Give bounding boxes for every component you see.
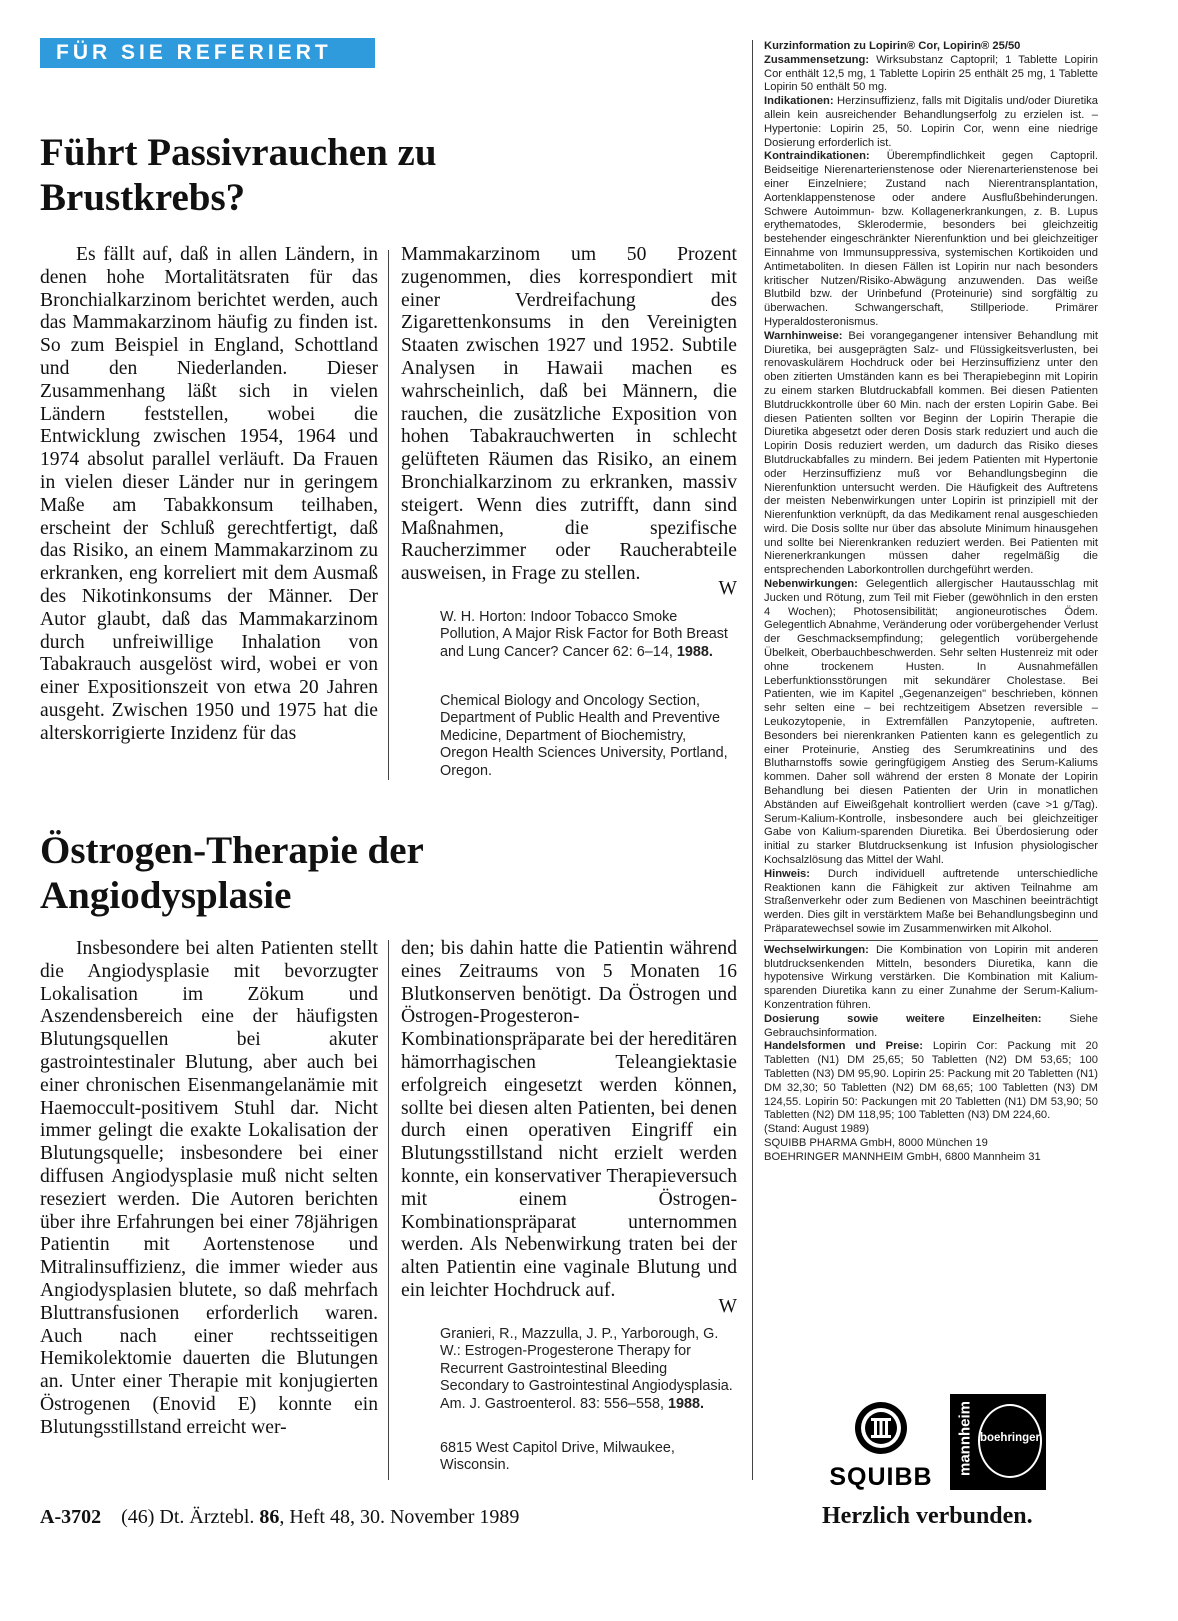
boehringer-wordmark: boehringer	[979, 1432, 1041, 1444]
section-tag: FÜR SIE REFERIERT	[40, 38, 375, 68]
ad-tagline: Herzlich verbunden.	[822, 1503, 1033, 1529]
boehringer-logo	[950, 1394, 1046, 1490]
mannheim-wordmark: mannheim	[956, 1401, 974, 1477]
article2-column1: Insbesondere bei alten Patienten stellt die Angiodysplasie mit bevorzugter Lokalisation im Zökum und Aszendensbereich eine der häufigsten Blutungsquellen bei akuter gastrointestinaler Blutung, aber auch bei einer chronischen Eisenmangelanämie mit Haemoccult-positivem Stuhl dar. Nicht immer gelingt die exakte Lokalisation der Blutungsquelle; insbesondere bei einer diffusen Angiodysplasie muß nicht selten reseziert werden. Die Autoren berichten über ihre Erfahrungen bei einer 78jährigen Patientin mit Aortenstenose und Mitralinsuffizienz, die immer wieder aus Angiodysplasien blutete, so daß mehrfach Bluttransfusionen erforderlich waren. Auch nach einer rechtsseitigen Hemikolektomie dauerten die Blutungen an. Unter einer Therapie mit konjugierten Östrogenen (Enovid E) konnte ein Blutungsstillstand erreicht wer-	[40, 938, 378, 1438]
sidebar-text: Überempfindlichkeit gegen Captopril. Beidseitige Nierenarterienstenose oder Nierenarterienstenose bei einer Einzelniere; Zustand nach Nierentransplantation, Aortenklappenstenose oder andere Ausflußbehinderungen. Schwere Autoimmun- bzw. Kollagenerkrankungen, z. B. Lupus erythematodes, Sklerodermie, besonders bei gleichzeitig bestehender eingeschränkter Nierenfunktion und bei gleichzeitiger Einnahme von Immunsuppressiva, systemischen Kortikoiden und Antimetaboliten. In diesen Fällen ist Lopirin nur nach besonders kritischer Nutzen/Risiko-Abwägung anzuwenden. Das weiße Blutbild bzw. der Urinbefund (Proteinurie) sind sorgfältig zu überwachen. Schwangerschaft, Stillperiode. Primärer Hyperaldosteronismus.	[764, 150, 1098, 328]
journal-citation: (46) Dt. Ärztebl.	[121, 1506, 255, 1528]
article2-signature: W	[718, 1296, 737, 1317]
sidebar-text: Gelegentlich allergischer Hautausschlag mit Jucken und Rötung, zum Teil mit Fieber (gewöhnlich in den ersten 4 Wochen); Photosensibilität; angioneurotisches Ödem. Gelegentlich Abnahme, Veränderung oder vorübergehender Verlust der Geschmacksempfindung; gelegentlich vorübergehende Übelkeit, Oberbauchbeschwerden. Sehr selten Hustenreiz mit oder ohne trockenem Husten. In Ausnahmefällen Leberfunktionsstörungen mit sekundärer Cholestase. Bei Patienten, wie im Kapitel „Gegenanzeigen" beschrieben, können sehr selten eine – bei rechtzeitigem Absetzen reversible – Leukozytopenie, in Extremfällen Panzytopenie, auftreten. Besonders bei nierenkranken Patienten kann es gelegentlich zu einer Proteinurie, Anstieg des Serumkreatinins und des Blutharnstoffs sowie geringfügigem Anstieg des Serum-Kaliums kommen. Daher soll während der ersten 8 Monate der Lopirin Behandlung bei diesen Patienten der Urin in monatlichen Abständen auf Eiweißgehalt kontrolliert werden (cave >1 g/Tag). Serum-Kalium-Kontrolle, insbesondere auch bei gleichzeitiger Gabe von Kalium-sparenden Diuretika. Bei Überdosierung oder initial zu starker Blutdrucksenkung ist Infusion physiologischer Kochsalzlösung das Mittel der Wahl.	[764, 578, 1098, 867]
squibb-emblem-icon	[826, 1400, 936, 1456]
sidebar-label: Zusammensetzung:	[764, 53, 870, 66]
sidebar-label: Warnhinweise:	[764, 329, 843, 342]
article1-column2: Mammakarzinom um 50 Prozent zugenommen, dies korrespondiert mit einer Verdreifachung des Zigarettenkonsums in den Vereinigten Staaten zwischen 1927 und 1952. Subtile Analysen in Hawaii machen es wahrscheinlich, daß bei Männern, die rauchen, die zusätzliche Exposition von hohen Tabakrauchwerten in schlecht gelüfteten Räumen das Risiko, an einem Bronchialkarzinom zu erkranken, massiv steigert. Wenn dies zutrifft, dann sind Maßnahmen, die spezifische Raucherzimmer oder Raucherabteile ausweisen, in Frage zu stellen.	[401, 244, 737, 585]
page-code: A-3702	[40, 1506, 102, 1528]
squibb-logo	[826, 1400, 936, 1490]
sidebar-divider	[752, 40, 753, 1480]
sidebar-label: Hinweis:	[764, 867, 811, 880]
sidebar-text: Bei vorangegangener intensiver Behandlung mit Diuretika, bei ausgeprägten Salz- und Flüssigkeitsverlusten, bei renovaskulärem Hochdruck oder bei Herzinsuffizienz unter den oben zitierten Umständen kann es bei Therapiebeginn mit Lopirin zu einem starken Blutdruckabfall kommen. Bei diesen Patienten Blutdruckkontrolle über 60 Min. nach der ersten Lopirin Gabe. Bei diesen Patienten sollten vor Beginn der Lopirin Therapie die Diuretika abgesetzt oder deren Dosis stark reduziert und auch die Lopirin Dosis reduziert werden, um dadurch das Risiko dieses Blutdruckabfalles zu mindern. Bei jedem Patienten mit Hypertonie oder Herzinsuffizienz muß vor Behandlungsbeginn die Nierenfunktion untersucht werden. Die Häufigkeit des Auftretens der meisten Nebenwirkungen unter Lopirin ist prinzipiell mit der Nierenfunktion verknüpft, da das Medikament renal ausgeschieden wird. Die Dosis sollte nur über das absolute Minimum hinausgehen und sollte bei Nierenkranken reduziert werden. Bei Patienten mit Nierenerkrankungen müssen daher regelmäßig die entsprechenden Laborkontrollen durchgeführt werden.	[764, 329, 1099, 577]
sidebar-heading: Kurzinformation zu Lopirin® Cor, Lopirin® 25/50	[764, 40, 1021, 52]
sidebar-prescribing-info	[764, 40, 1098, 1165]
article1-address: Chemical Biology and Oncology Section, Department of Public Health and Preventive Medicine, Department of Biochemistry, Oregon Health Sciences University, Portland, Oregon.	[440, 693, 728, 779]
sidebar-text: Durch individuell auftretende unterschiedliche Reaktionen kann die Fähigkeit zur aktiven Teilnahme am Straßenverkehr oder zum Bedienen von Maschinen beeinträchtigt werden. Dies gilt in verstärktem Maße bei Behandlungsbeginn und Präparatewechsel sowie im Zusammenwirken mit Alkohol.	[764, 867, 1098, 935]
article1-reference-year: 1988.	[676, 643, 713, 660]
article2-address: 6815 West Capitol Drive, Milwaukee, Wisconsin.	[440, 1440, 675, 1474]
article2-reference	[440, 1326, 738, 1413]
article1-reference	[440, 609, 738, 661]
sidebar-text: Siehe Gebrauchsinformation.	[764, 1012, 1098, 1039]
sidebar-label: Handelsformen und Preise:	[764, 1040, 924, 1053]
sidebar-label: Wechselwirkungen:	[764, 943, 869, 956]
sidebar-company-boehringer: BOEHRINGER MANNHEIM GmbH, 6800 Mannheim 31	[764, 1150, 1041, 1163]
article1-signature: W	[718, 578, 737, 599]
sidebar-text: Die Kombination von Lopirin mit anderen blutdrucksenkenden Mitteln, besonders Diuretika, kann die hypotensive Wirkung verstärken. Die Kombination mit Kalium-sparenden Diuretika kann zu einer Zunahme der Serum-Kalium-Konzentration führen.	[764, 943, 1098, 1011]
sidebar-stand: (Stand: August 1989)	[764, 1123, 870, 1136]
sidebar-company-squibb: SQUIBB PHARMA GmbH, 8000 München 19	[764, 1136, 988, 1149]
sidebar-label: Indikationen:	[764, 95, 834, 108]
boehringer-logo-band	[952, 1394, 978, 1490]
article1-column1: Es fällt auf, daß in allen Ländern, in denen hohe Mortalitätsraten für das Bronchialkarzinom berichtet werden, auch das Mammakarzinom häufig zu finden ist. So zum Beispiel in England, Schottland und den Niederlanden. Dieser Zusammenhang läßt sich in vielen Ländern feststellen, wobei die Entwicklung zwischen 1954, 1964 und 1974 absolut parallel verläuft. Da Frauen in vielen dieser Länder nur in geringem Maße am Tabakkonsum teilhaben, erscheint der Schluß gerechtfertigt, daß das Risiko, an einem Mammakarzinom zu erkranken, eng korreliert mit dem Ausmaß des Nikotinkonsums der Männer. Der Autor glaubt, daß das Mammakarzinom durch unfreiwillige Inhalation von Tabakrauch ausgelöst wird, wobei er von einer Expositionszeit von etwa 20 Jahren ausgeht. Zwischen 1950 und 1975 hat die alterskorrigierte Inzidenz für das	[40, 244, 378, 744]
sidebar-label: Kontraindikationen:	[764, 150, 870, 163]
sidebar-label: Nebenwirkungen:	[764, 578, 858, 591]
article2-reference-text: Granieri, R., Mazzulla, J. P., Yarborough, G. W.: Estrogen-Progesterone Therapy for Recurrent Gastrointestinal Bleeding Secondary to Gastrointestinal Angiodysplasia. Am. J. Gastroenterol. 83: 556–558,	[440, 1326, 733, 1412]
article1-title: Führt Passivrauchen zu Brustkrebs?	[40, 131, 437, 219]
article2-reference-year: 1988.	[667, 1395, 704, 1412]
sidebar-separator	[764, 940, 1098, 941]
squibb-wordmark: SQUIBB	[829, 1463, 933, 1491]
journal-issue-date: , Heft 48, 30. November 1989	[279, 1506, 520, 1528]
sidebar-label: Dosierung sowie weitere Einzelheiten:	[764, 1012, 1042, 1025]
article2-title: Östrogen-Therapie der Angiodysplasie	[40, 829, 424, 917]
column-divider	[388, 940, 389, 1480]
sidebar-text: Wirksubstanz Captopril; 1 Tablette Lopirin Cor enthält 12,5 mg, 1 Tablette Lopirin 25 enthält 25 mg, 1 Tablette Lopirin 50 enthält 50 mg.	[764, 53, 1098, 94]
article2-column2: den; bis dahin hatte die Patientin während eines Zeitraums von 5 Monaten 16 Blutkonserven benötigt. Da Östrogen und Östrogen-Progesteron-Kombinationspräparate bei der hereditären hämorrhagischen Teleangiektasie erfolgreich eingesetzt werden können, sollte bei diesen alten Patienten, bei denen durch einen operativen Eingriff ein Blutungsstillstand nicht erzielt werden konnte, ein konservativer Therapieversuch mit einem Östrogen-Kombinationspräparat unternommen werden. Als Nebenwirkung traten bei der alten Patientin eine vaginale Blutung und ein leichter Hochdruck auf.	[401, 938, 737, 1301]
column-divider	[388, 250, 389, 780]
sidebar-text: Lopirin Cor: Packung mit 20 Tabletten (N1) DM 25,65; 50 Tabletten (N2) DM 53,65; 100 Tabletten (N3) DM 95,90. Lopirin 25: Packung mit 20 Tabletten (N1) DM 32,30; 50 Tabletten (N2) DM 68,65; 100 Tabletten (N3) DM 124,55. Lopirin 50: Packungen mit 20 Tabletten (N1) DM 53,90; 50 Tabletten (N2) DM 118,95; 100 Tabletten (N3) DM 224,60.	[764, 1040, 1098, 1122]
article1-reference-text: W. H. Horton: Indoor Tobacco Smoke Pollution, A Major Risk Factor for Both Breast and Lung Cancer? Cancer 62: 6–14,	[440, 609, 728, 660]
journal-volume: 86	[259, 1506, 280, 1528]
page-footer	[40, 1505, 740, 1529]
sidebar-text: Herzinsuffizienz, falls mit Digitalis und/oder Diuretika allein kein ausreichender Behandlungserfolg zu erzielen ist. – Hypertonie: Lopirin 25, 50. Lopirin Cor, wenn eine niedrige Dosierung erforderlich ist.	[764, 95, 1098, 149]
